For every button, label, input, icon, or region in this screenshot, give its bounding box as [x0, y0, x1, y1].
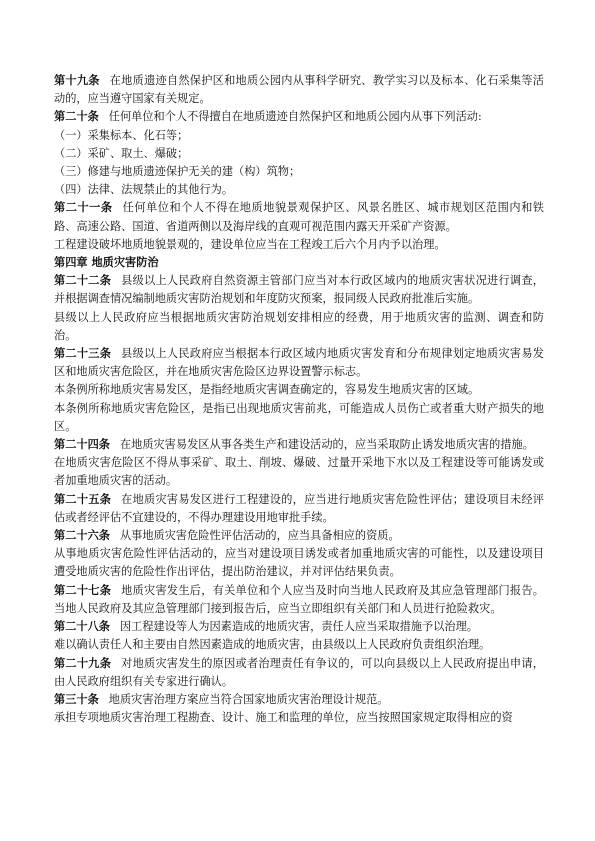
article-paragraph	[54, 691, 544, 709]
body-paragraph: 难以确认责任人和主要由自然因素造成的地质灾害，由县级以上人民政府负责组织治理。	[54, 638, 491, 652]
article-text: 任何单位和个人不得在地质地貌景观保护区、风景名胜区、城市规划区范围内和铁路、高速公路、国道、省道两侧以及海岸线的直观可视范围内露天开采矿产资源。	[54, 201, 544, 233]
article-number: 第二十七条	[54, 583, 112, 597]
article-paragraph	[54, 582, 544, 618]
body-paragraph: （四）法律、法规禁止的其他行为。	[54, 183, 234, 197]
article-paragraph	[54, 618, 544, 636]
article-text: 地质灾害治理方案应当符合国家地质灾害治理设计规范。	[108, 692, 389, 706]
article-number: 第二十四条	[54, 438, 110, 452]
article-text: 在地质遗迹自然保护区和地质公园内从事科学研究、教学实习以及标本、化石采集等活动的，应当遵守国家有关规定。	[54, 74, 544, 106]
body-paragraph: 工程建设破坏地质地貌景观的，建设单位应当在工程竣工后六个月内予以治理。	[54, 237, 446, 251]
article-paragraph	[54, 345, 544, 381]
body-paragraph: 本条例所称地质灾害危险区，是指已出现地质灾害前兆，可能造成人员伤亡或者重大财产损失的地区。	[54, 401, 544, 433]
body-paragraph: （二）采矿、取土、爆破；	[54, 146, 189, 160]
chapter-heading: 第四章 地质灾害防治	[54, 256, 159, 270]
article-text: 县级以上人民政府应当根据本行政区域内地质灾害发育和分布规律划定地质灾害易发区和地质灾害危险区，并在地质灾害危险区边界设置警示标志。	[54, 347, 544, 379]
article-text: 对地质灾害发生的原因或者治理责任有争议的，可以向县级以上人民政府提出申请，由人民政府组织有关专家进行确认。	[54, 656, 544, 688]
article-text: 在地质灾害易发区进行工程建设的，应当进行地质灾害危险性评估；建设项目未经评估或者经评估不宜建设的，不得办理建设用地审批手续。	[54, 492, 544, 524]
document-page	[54, 72, 544, 727]
article-paragraph	[54, 272, 544, 308]
article-number: 第二十五条	[54, 492, 112, 506]
article-text: 地质灾害发生后，有关单位和个人应当及时向当地人民政府及其应急管理部门报告。当地人民政府及其应急管理部门接到报告后，应当立即组织有关部门和人员进行抢险救灾。	[54, 583, 544, 615]
article-text: 县级以上人民政府自然资源主管部门应当对本行政区域内的地质灾害状况进行调查，并根据调查情况编制地质灾害防治规划和年度防灾预案，报同级人民政府批准后实施。	[54, 274, 544, 306]
article-paragraph	[54, 436, 544, 454]
article-text: 从事地质灾害危险性评估活动的，应当具备相应的资质。	[119, 529, 400, 543]
article-text: 任何单位和个人不得擅自在地质遗迹自然保护区和地质公园内从事下列活动:	[108, 110, 482, 124]
body-paragraph: 承担专项地质灾害治理工程勘查、设计、施工和监理的单位，应当按照国家规定取得相应的资	[54, 711, 513, 725]
article-paragraph	[54, 491, 544, 527]
article-number: 第十九条	[54, 74, 100, 87]
article-paragraph	[54, 108, 544, 126]
article-number: 第二十一条	[54, 201, 113, 215]
body-paragraph: 在地质灾害危险区不得从事采矿、取土、削坡、爆破、过量开采地下水以及工程建设等可能诱发或者加重地质灾害的活动。	[54, 456, 544, 488]
article-paragraph	[54, 655, 544, 691]
body-paragraph: （三）修建与地质遗迹保护无关的建（构）筑物；	[54, 165, 301, 179]
article-number: 第二十九条	[54, 656, 112, 670]
article-paragraph	[54, 72, 544, 108]
body-paragraph: 从事地质灾害危险性评估活动的，应当对建设项目诱发或者加重地质灾害的可能性，以及建设项目遭受地质灾害的危险性作出评估，提出防治建议，并对评估结果负责。	[54, 547, 544, 579]
body-paragraph: 本条例所称地质灾害易发区，是指经地质灾害调查确定的，容易发生地质灾害的区域。	[54, 383, 480, 397]
article-number: 第二十二条	[54, 274, 112, 288]
body-paragraph: （一）采集标本、化石等；	[54, 128, 189, 142]
article-paragraph	[54, 199, 544, 235]
article-number: 第三十条	[54, 692, 99, 706]
article-text: 因工程建设等人为因素造成的地质灾害，责任人应当采取措施予以治理。	[119, 620, 478, 634]
body-paragraph: 县级以上人民政府应当根据地质灾害防治规划安排相应的经费，用于地质灾害的监测、调查和防治。	[54, 310, 544, 342]
article-number: 第二十三条	[54, 347, 112, 361]
article-paragraph	[54, 527, 544, 545]
article-number: 第二十条	[54, 110, 99, 124]
article-number: 第二十六条	[54, 529, 110, 543]
article-number: 第二十八条	[54, 620, 110, 634]
article-text: 在地质灾害易发区从事各类生产和建设活动的，应当采取防止诱发地质灾害的措施。	[119, 438, 534, 452]
